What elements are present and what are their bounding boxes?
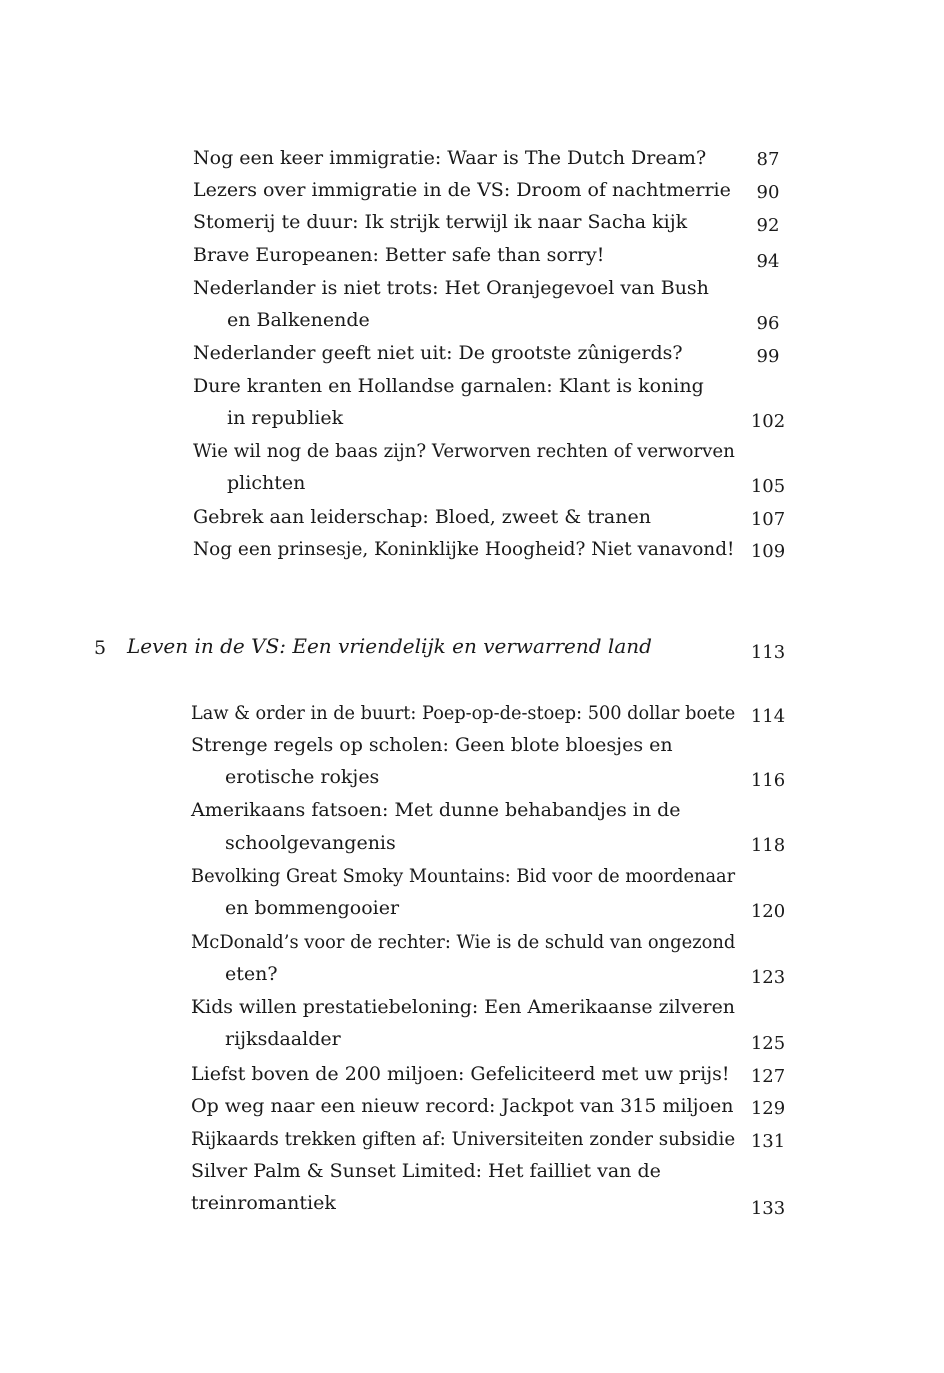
toc-entry-page: 107 [750, 509, 786, 530]
toc-entry-title-continued: eten? [225, 963, 278, 985]
toc-entry-page: 92 [756, 215, 780, 236]
toc-entry-title: Law & order in de buurt: Poep-op-de-stoep: 500 dollar boete [191, 702, 736, 724]
toc-entry-page: 120 [750, 901, 786, 922]
toc-entry-page: 125 [750, 1033, 786, 1054]
toc-entry-title: Liefst boven de 200 miljoen: Gefeliciteerd met uw prijs! [191, 1063, 730, 1085]
toc-entry-title: Nederlander geeft niet uit: De grootste zûnigerds? [193, 342, 683, 364]
toc-entry-title-continued: treinromantiek [191, 1192, 336, 1214]
toc-entry-title: Nog een prinsesje, Koninklijke Hoogheid? Niet vanavond! [193, 538, 735, 560]
toc-entry-title: Rijkaards trekken giften af: Universiteiten zonder subsidie [191, 1128, 736, 1150]
toc-entry-page: 118 [750, 835, 786, 856]
toc-entry-page: 87 [756, 149, 780, 170]
toc-entry-title-continued: schoolgevangenis [225, 832, 396, 854]
toc-entry-title: Brave Europeanen: Better safe than sorry! [193, 244, 605, 266]
toc-entry-page: 109 [750, 541, 786, 562]
toc-entry-title: Gebrek aan leiderschap: Bloed, zweet & tranen [193, 506, 651, 528]
toc-entry-title-continued: erotische rokjes [225, 766, 380, 788]
toc-entry-page: 96 [756, 313, 780, 334]
toc-entry-title: Amerikaans fatsoen: Met dunne behabandjes in de [191, 799, 681, 821]
toc-entry-title-continued: en Balkenende [227, 309, 370, 331]
toc-entry-title-continued: in republiek [227, 407, 344, 429]
toc-entry-title: Dure kranten en Hollandse garnalen: Klant is koning [193, 375, 704, 397]
toc-entry-title: Kids willen prestatiebeloning: Een Amerikaanse zilveren [191, 996, 735, 1018]
toc-entry-title-continued: plichten [227, 472, 306, 494]
chapter-title: Leven in de VS: Een vriendelijk en verwarrend land [127, 634, 652, 658]
toc-entry-page: 133 [750, 1198, 786, 1219]
toc-entry-page: 131 [750, 1131, 786, 1152]
toc-entry-title: Lezers over immigratie in de VS: Droom of nachtmerrie [193, 179, 731, 201]
toc-entry-page: 129 [750, 1098, 786, 1119]
toc-entry-title: Silver Palm & Sunset Limited: Het failliet van de [191, 1160, 661, 1182]
toc-entry-page: 114 [750, 706, 786, 727]
chapter-page: 113 [750, 642, 786, 663]
toc-entry-title: Bevolking Great Smoky Mountains: Bid voor de moordenaar [191, 865, 736, 887]
toc-entry-title: Strenge regels op scholen: Geen blote bloesjes en [191, 734, 673, 756]
toc-entry-page: 116 [750, 770, 786, 791]
toc-entry-page: 94 [756, 251, 780, 272]
toc-entry-title: McDonald’s voor de rechter: Wie is de schuld van ongezond [191, 931, 736, 953]
toc-entry-title: Nog een keer immigratie: Waar is The Dutch Dream? [193, 147, 707, 169]
toc-entry-page: 102 [750, 411, 786, 432]
chapter-number: 5 [94, 637, 107, 659]
toc-entry-page: 90 [756, 182, 780, 203]
toc-entry-page: 123 [750, 967, 786, 988]
toc-entry-title: Stomerij te duur: Ik strijk terwijl ik naar Sacha kijk [193, 211, 688, 233]
toc-entry-title: Op weg naar een nieuw record: Jackpot van 315 miljoen [191, 1095, 734, 1117]
toc-entry-page: 127 [750, 1066, 786, 1087]
toc-entry-page: 99 [756, 346, 780, 367]
toc-entry-title: Nederlander is niet trots: Het Oranjegevoel van Bush [193, 277, 709, 299]
toc-entry-title: Wie wil nog de baas zijn? Verworven rechten of verworven [193, 440, 735, 462]
toc-entry-title-continued: en bommengooier [225, 897, 400, 919]
toc-entry-title-continued: rijksdaalder [225, 1028, 341, 1050]
toc-entry-page: 105 [750, 476, 786, 497]
